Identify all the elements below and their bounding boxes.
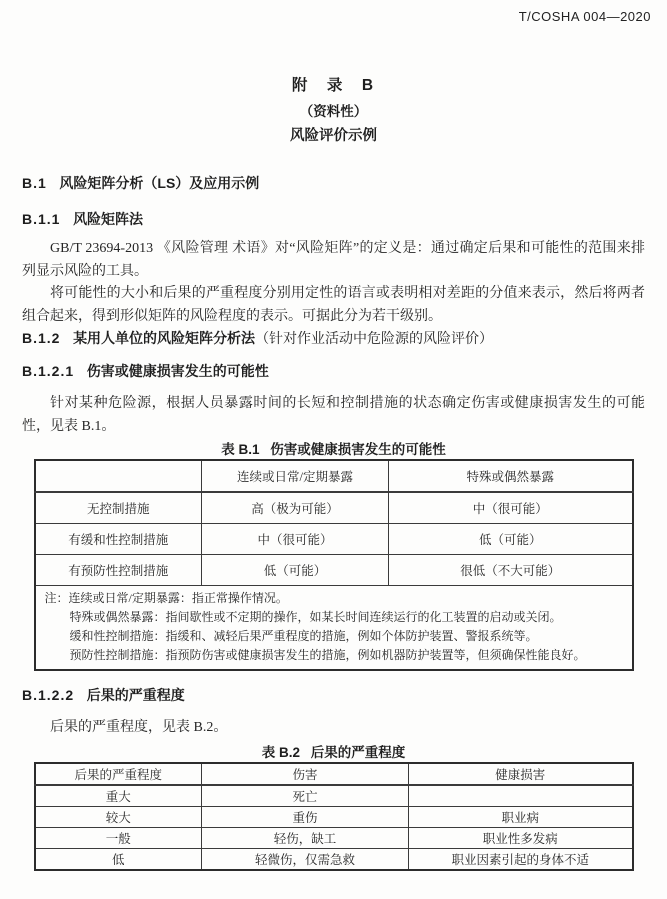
paragraph-definition: GB/T 23694-2013 《风险管理 术语》对“风险矩阵”的定义是：通过确定后果和可能性的范围来排列显示风险的工具。 (22, 241, 645, 279)
table-b2-caption-label: 表 B.2 (261, 744, 300, 760)
note-line: 特殊或偶然暴露：指间歇性或不定期的操作，如某长时间连续运行的化工装置的启动或关闭。 (69, 610, 562, 624)
table-cell: 低（可能） (202, 555, 389, 586)
table-cell: 中（很可能） (202, 524, 389, 555)
section-number: B.1.2.1 (22, 363, 75, 379)
table-row (35, 806, 633, 827)
table-cell: 特殊或偶然暴露 (389, 460, 633, 492)
appendix-title: 附 录 B (291, 77, 376, 94)
table-cell: 一般 (35, 827, 202, 848)
table-cell: 有缓和性控制措施 (35, 524, 202, 555)
table-cell: 很低（不大可能） (389, 555, 633, 586)
table-cell: 低（可能） (389, 524, 633, 555)
table-b1 (34, 459, 634, 671)
section-title: 风险矩阵分析（LS）及应用示例 (59, 175, 260, 191)
section-heading-b12 (22, 328, 645, 350)
table-row (35, 555, 633, 586)
note-text: 连续或日常/定期暴露：指正常操作情况。 (68, 591, 288, 605)
section-title: 伤害或健康损害发生的可能性 (86, 363, 269, 379)
section-title: 后果的严重程度 (86, 687, 185, 703)
table-cell: 低 (35, 848, 202, 870)
table-cell: 职业病 (409, 806, 633, 827)
section-heading-b11 (22, 209, 645, 229)
table-b1-caption (22, 441, 645, 459)
note-line: 预防性控制措施：指预防伤害或健康损害发生的措施，例如机器防护装置等，但须确保性能良好。 (69, 648, 586, 662)
table-cell: 职业性多发病 (409, 827, 633, 848)
table-b1-caption-title: 伤害或健康损害发生的可能性 (270, 442, 446, 457)
table-cell: 中（很可能） (389, 492, 633, 524)
table-b2 (34, 762, 634, 871)
note-line: 缓和性控制措施：指缓和、减轻后果严重程度的措施，例如个体防护装置、警报系统等。 (69, 629, 538, 643)
appendix-heading (22, 76, 645, 146)
note-label: 注： (44, 591, 69, 605)
paragraph-severity-intro: 后果的严重程度，见表 B.2。 (50, 720, 228, 735)
table-row (35, 785, 633, 807)
table-cell: 伤害 (202, 763, 409, 785)
section-heading-b1 (22, 173, 645, 193)
table-note (40, 586, 628, 669)
note-line (45, 589, 620, 608)
section-number: B.1 (22, 175, 47, 191)
table-row (35, 848, 633, 870)
table-b1-caption-label: 表 B.1 (221, 442, 260, 457)
section-title: 某用人单位的风险矩阵分析法 (73, 330, 256, 346)
table-b2-caption-title: 后果的严重程度 (310, 744, 406, 760)
section-number: B.1.2 (22, 330, 61, 346)
table-cell: 职业因素引起的身体不适 (409, 848, 633, 870)
paragraph-matrix-description: 将可能性的大小和后果的严重程度分别用定性的语言或表明相对差距的分值来表示，然后将两者组合起来，得到形似矩阵的风险程度的表示。可据此分为若干级别。 (22, 286, 645, 324)
table-cell: 有预防性控制措施 (35, 555, 202, 586)
section-number: B.1.2.2 (22, 687, 75, 703)
section-title: 风险矩阵法 (73, 211, 144, 227)
paragraph-likelihood-intro: 针对某种危险源，根据人员暴露时间的长短和控制措施的状态确定伤害或健康损害发生的可能性，见表 B.1。 (22, 396, 645, 434)
table-cell: 轻微伤，仅需急救 (202, 848, 409, 870)
table-row (35, 524, 633, 555)
table-cell: 轻伤，缺工 (202, 827, 409, 848)
appendix-subtitle: （资料性） (299, 104, 368, 119)
table-row (35, 827, 633, 848)
table-b2-header-row (35, 763, 633, 785)
appendix-name: 风险评价示例 (290, 128, 377, 144)
table-cell: 高（极为可能） (202, 492, 389, 524)
table-cell: 无控制措施 (35, 492, 202, 524)
table-cell: 重伤 (202, 806, 409, 827)
table-cell: 较大 (35, 806, 202, 827)
table-cell: 后果的严重程度 (35, 763, 202, 785)
table-cell: 重大 (35, 785, 202, 807)
section-title-suffix: （针对作业活动中危险源的风险评价） (255, 332, 494, 347)
table-note-cell (35, 586, 633, 671)
table-row (35, 492, 633, 524)
section-heading-b122 (22, 685, 645, 705)
table-cell (35, 460, 202, 492)
table-b2-caption (22, 744, 645, 762)
table-cell: 连续或日常/定期暴露 (202, 460, 389, 492)
section-number: B.1.1 (22, 211, 61, 227)
section-heading-b121 (22, 361, 645, 381)
table-b1-header-row (35, 460, 633, 492)
table-cell: 健康损害 (409, 763, 633, 785)
doc-number: T/COSHA 004—2020 (518, 9, 651, 24)
table-note-row (35, 586, 633, 671)
table-cell: 死亡 (202, 785, 409, 807)
table-cell (409, 785, 633, 807)
